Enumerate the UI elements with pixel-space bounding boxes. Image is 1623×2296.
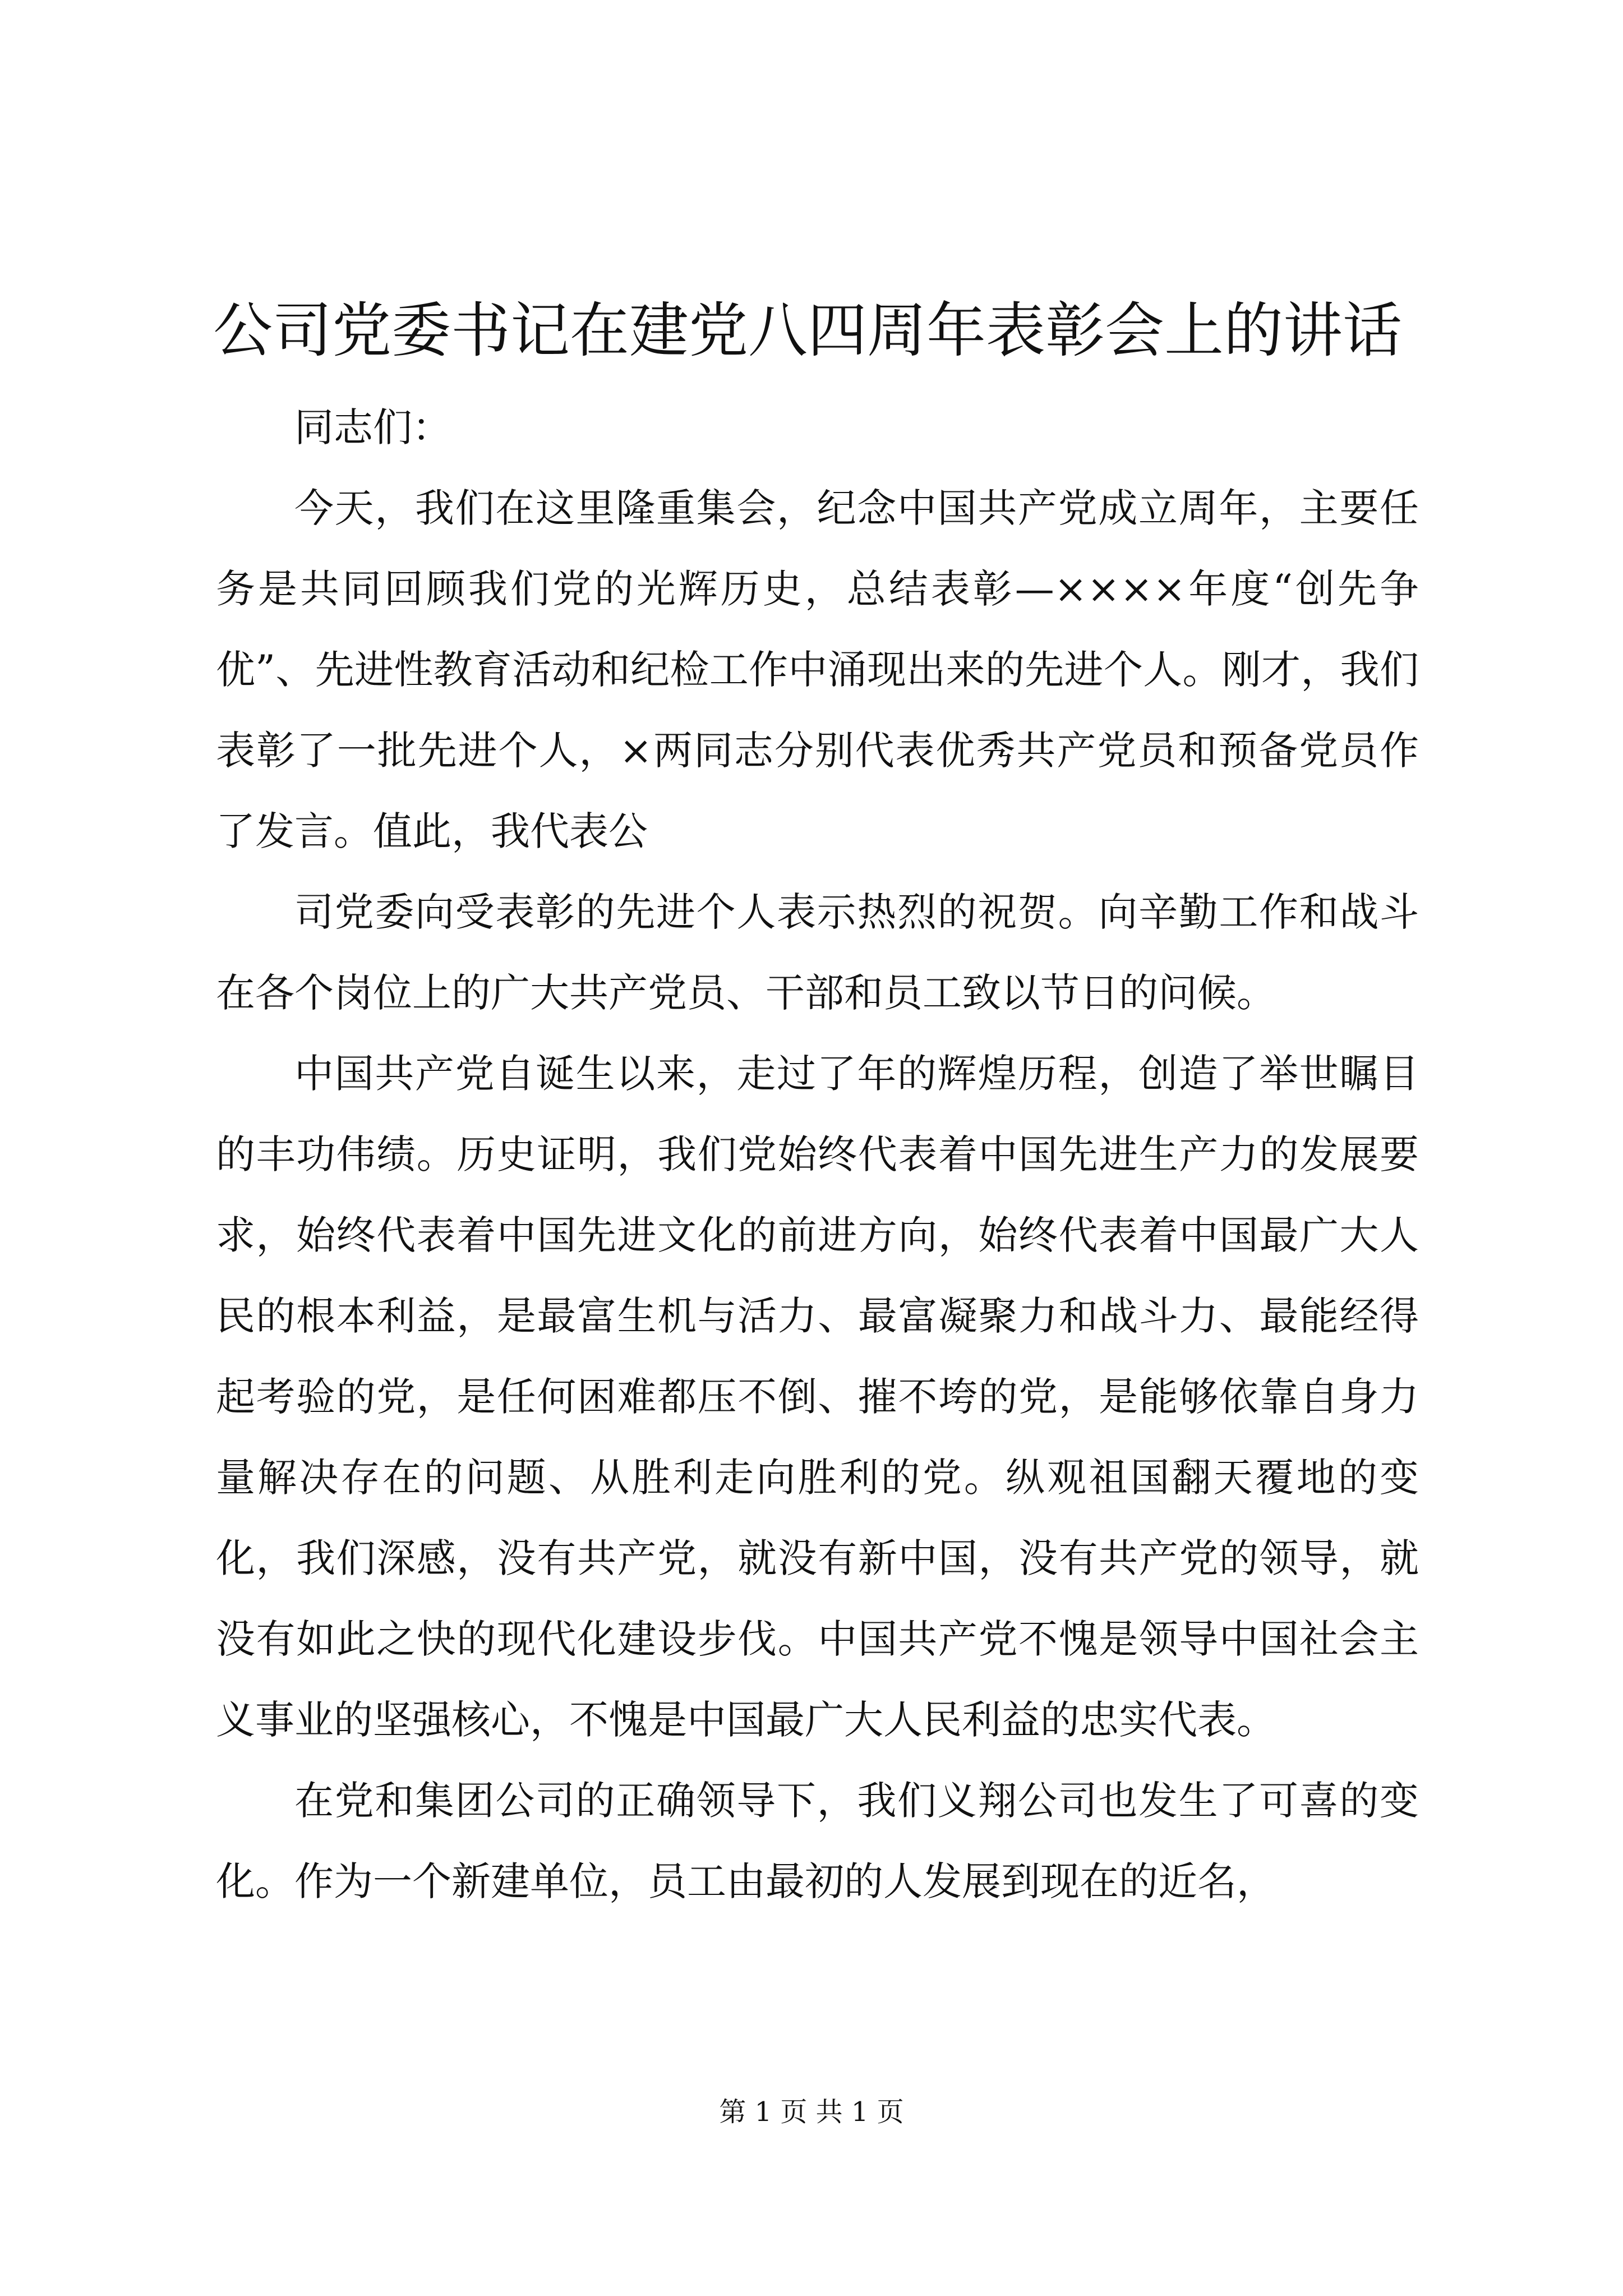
page-number-label: 第 1 页 共 1 页 bbox=[719, 2096, 904, 2128]
document-title: 公司党委书记在建党八四周年表彰会上的讲话 bbox=[213, 296, 1402, 365]
salutation-paragraph: 同志们： bbox=[294, 404, 451, 450]
body-paragraph: 中国共产党自诞生以来，走过了年的辉煌历程，创造了举世瞩目的丰功伟绩。历史证明，我们党始终代表着中国先进生产力的发展要求，始终代表着中国先进文化的前进方向，始终代表着中国最广大人民的根本利益，是最富生机与活力、最富凝聚力和战斗力、最能经得起考验的党，是任何困难都压不倒、摧不垮的党，是能够依靠自身力量解决存在的问题、从胜利走向胜利的党。纵观祖国翻天覆地的变化，我们深感，没有共产党，就没有新中国，没有共产党的领导，就没有如此之快的现代化建设步伐。中国共产党不愧是领导中国社会主义事业的坚强核心，不愧是中国最广大人民利益的忠实代表。 bbox=[216, 1051, 1419, 1743]
document-body bbox=[216, 387, 1419, 1922]
body-paragraph: 司党委向受表彰的先进个人表示热烈的祝贺。向辛勤工作和战斗在各个岗位上的广大共产党员、干部和员工致以节日的问候。 bbox=[216, 889, 1419, 1016]
body-paragraph: 今天，我们在这里隆重集会，纪念中国共产党成立周年，主要任务是共同回顾我们党的光辉历史，总结表彰—××××年度“创先争优”、先进性教育活动和纪检工作中涌现出来的先进个人。刚才，我们表彰了一批先进个人，×两同志分别代表优秀共产党员和预备党员作了发言。值此，我代表公 bbox=[216, 485, 1419, 854]
page-footer bbox=[0, 2092, 1623, 2132]
body-paragraph: 在党和集团公司的正确领导下，我们义翔公司也发生了可喜的变化。作为一个新建单位，员工由最初的人发展到现在的近名， bbox=[216, 1778, 1419, 1904]
